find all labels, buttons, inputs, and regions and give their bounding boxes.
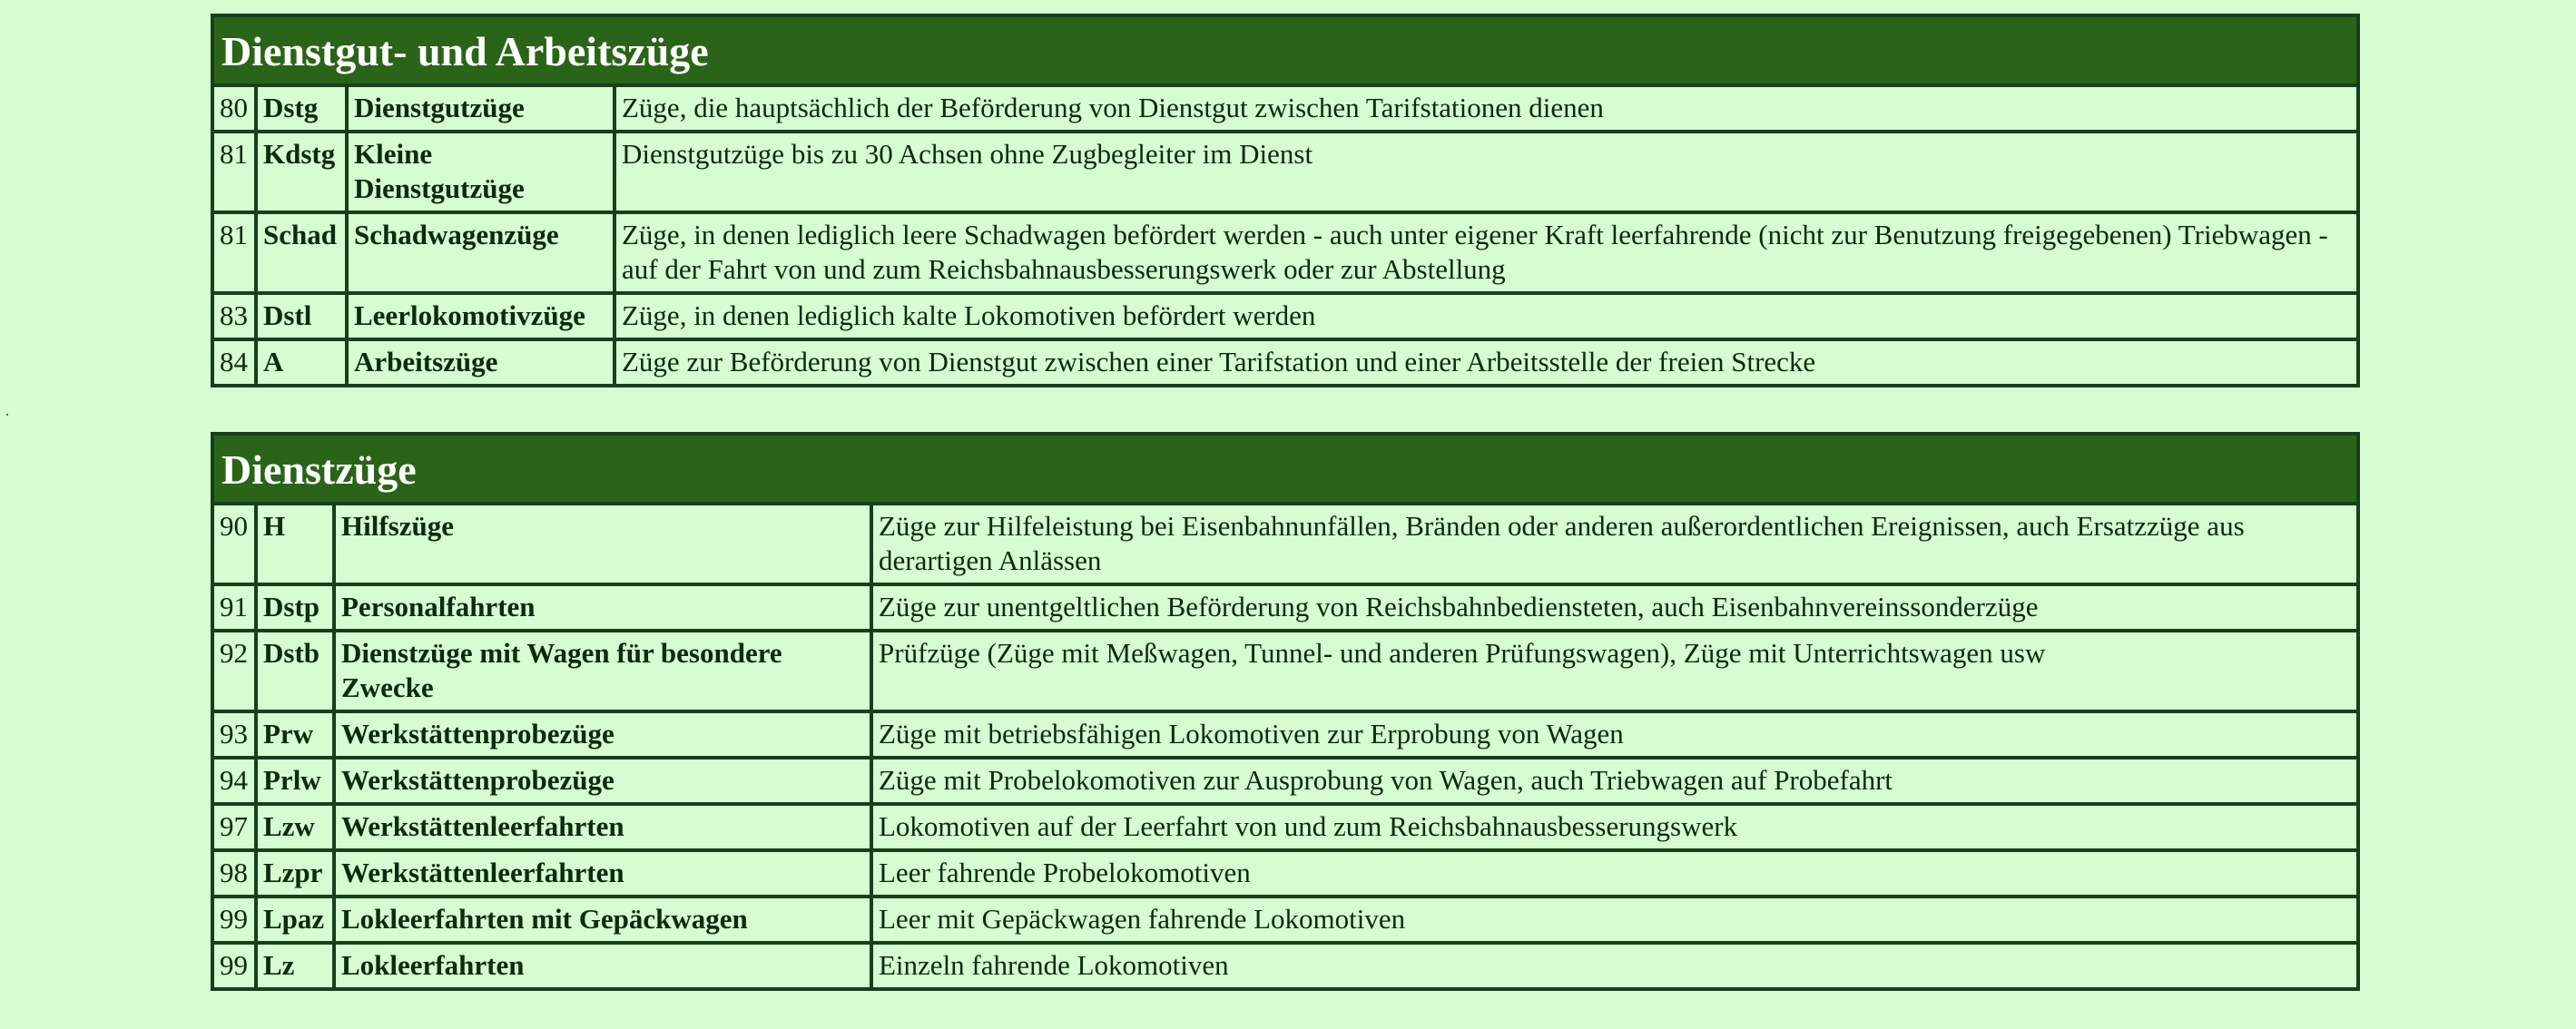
train-number: 91 [212, 584, 256, 631]
table-row [212, 897, 2358, 943]
train-description: Züge, in denen lediglich leere Schadwagen befördert werden - auch unter eigener Kraft leerfahrende (nicht zur Benutzung freigegebenen) Triebwagen - auf der Fahrt von und zum Reichsbahnausbesserungswerk oder zur Abstellung [615, 212, 2358, 293]
train-type-name: Lokleerfahrten [334, 943, 871, 989]
train-number: 97 [212, 804, 256, 850]
train-number: 98 [212, 850, 256, 897]
train-abbreviation: Prw [256, 711, 334, 758]
train-number: 99 [212, 897, 256, 943]
train-description: Züge zur unentgeltlichen Beförderung von Reichsbahnbediensteten, auch Eisenbahnvereinssonderzüge [871, 584, 2358, 631]
train-number: 90 [212, 504, 256, 584]
section-title: Dienstgut- und Arbeitszüge [212, 15, 2358, 85]
train-abbreviation: Schad [256, 212, 347, 293]
train-type-name: Dienstzüge mit Wagen für besondere Zwecke [334, 631, 871, 711]
train-type-name: Werkstättenleerfahrten [334, 850, 871, 897]
train-description: Züge zur Hilfeleistung bei Eisenbahnunfällen, Bränden oder anderen außerordentlichen Ereignissen, auch Ersatzzüge aus derartigen Anlässen [871, 504, 2358, 584]
train-abbreviation: Lzw [256, 804, 334, 850]
train-abbreviation: Dstb [256, 631, 334, 711]
table-row [212, 339, 2358, 386]
train-number: 80 [212, 85, 256, 132]
train-description: Prüfzüge (Züge mit Meßwagen, Tunnel- und anderen Prüfungswagen), Züge mit Unterrichtswagen usw [871, 631, 2358, 711]
train-type-name: Arbeitszüge [347, 339, 615, 386]
train-abbreviation: Lzpr [256, 850, 334, 897]
train-abbreviation: Dstp [256, 584, 334, 631]
table-row [212, 711, 2358, 758]
table-row [212, 584, 2358, 631]
train-abbreviation: A [256, 339, 347, 386]
table-dienstzuege [211, 432, 2360, 991]
train-type-name: Werkstättenprobezüge [334, 711, 871, 758]
table-row [212, 504, 2358, 584]
train-number: 84 [212, 339, 256, 386]
train-description: Einzeln fahrende Lokomotiven [871, 943, 2358, 989]
train-number: 81 [212, 132, 256, 212]
train-number: 94 [212, 758, 256, 804]
train-abbreviation: Prlw [256, 758, 334, 804]
train-type-name: Werkstättenprobezüge [334, 758, 871, 804]
train-description: Züge, die hauptsächlich der Beförderung von Dienstgut zwischen Tarifstationen dienen [615, 85, 2358, 132]
train-abbreviation: Lpaz [256, 897, 334, 943]
section-header-row [212, 434, 2358, 504]
table-row [212, 758, 2358, 804]
train-type-name: Schadwagenzüge [347, 212, 615, 293]
table-row [212, 293, 2358, 339]
table-row [212, 850, 2358, 897]
train-description: Leer fahrende Probelokomotiven [871, 850, 2358, 897]
train-description: Züge mit betriebsfähigen Lokomotiven zur Erprobung von Wagen [871, 711, 2358, 758]
train-type-name: Kleine Dienstgutzüge [347, 132, 615, 212]
train-number: 99 [212, 943, 256, 989]
table-row [212, 132, 2358, 212]
train-abbreviation: Kdstg [256, 132, 347, 212]
train-description: Dienstgutzüge bis zu 30 Achsen ohne Zugbegleiter im Dienst [615, 132, 2358, 212]
train-description: Züge, in denen lediglich kalte Lokomotiven befördert werden [615, 293, 2358, 339]
train-description: Züge mit Probelokomotiven zur Ausprobung von Wagen, auch Triebwagen auf Probefahrt [871, 758, 2358, 804]
train-abbreviation: Dstg [256, 85, 347, 132]
train-number: 93 [212, 711, 256, 758]
train-description: Lokomotiven auf der Leerfahrt von und zum Reichsbahnausbesserungswerk [871, 804, 2358, 850]
table-row [212, 943, 2358, 989]
train-type-name: Leerlokomotivzüge [347, 293, 615, 339]
train-type-name: Personalfahrten [334, 584, 871, 631]
train-number: 81 [212, 212, 256, 293]
section-header-row [212, 15, 2358, 85]
train-description: Züge zur Beförderung von Dienstgut zwischen einer Tarifstation und einer Arbeitsstelle der freien Strecke [615, 339, 2358, 386]
table-row [212, 85, 2358, 132]
train-abbreviation: Dstl [256, 293, 347, 339]
train-type-name: Lokleerfahrten mit Gepäckwagen [334, 897, 871, 943]
stray-dot [6, 414, 8, 416]
train-abbreviation: H [256, 504, 334, 584]
table-row [212, 212, 2358, 293]
train-type-name: Hilfszüge [334, 504, 871, 584]
table-row [212, 804, 2358, 850]
train-description: Leer mit Gepäckwagen fahrende Lokomotiven [871, 897, 2358, 943]
table-row [212, 631, 2358, 711]
train-number: 83 [212, 293, 256, 339]
train-number: 92 [212, 631, 256, 711]
train-type-name: Werkstättenleerfahrten [334, 804, 871, 850]
train-abbreviation: Lz [256, 943, 334, 989]
table-dienstgut-arbeitszuege [211, 14, 2360, 387]
section-title: Dienstzüge [212, 434, 2358, 504]
train-type-name: Dienstgutzüge [347, 85, 615, 132]
